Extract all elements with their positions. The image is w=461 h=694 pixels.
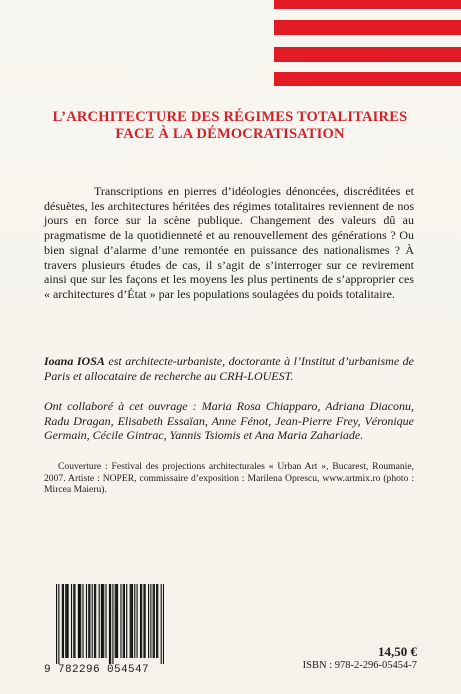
red-stripe bbox=[274, 20, 461, 35]
blurb-paragraph bbox=[44, 184, 414, 302]
book-title-line-1: L’ARCHITECTURE DES RÉGIMES TOTALITAIRES bbox=[52, 109, 408, 125]
barcode-digits: 9 782296 054547 bbox=[44, 664, 150, 676]
price: 14,50 € bbox=[378, 644, 417, 659]
author-name: Ioana IOSA bbox=[44, 354, 105, 368]
author-bio bbox=[44, 354, 414, 383]
red-stripes-decoration bbox=[274, 0, 461, 86]
barcode bbox=[44, 584, 164, 678]
book-title-line-2: FACE À LA DÉMOCRATISATION bbox=[115, 126, 345, 142]
cover-credit-text: Couverture : Festival des projections architecturales « Urban Art », Bucarest, Roumanie, 2007. Artiste : NOPER, commissaire d’exposition : Marilena Oprescu, www.artmix.ro (photo : Mircea Maieru). bbox=[44, 461, 414, 495]
red-stripe bbox=[274, 72, 461, 86]
barcode-bars bbox=[44, 584, 164, 664]
red-stripe bbox=[274, 47, 461, 62]
blurb-text: Transcriptions en pierres d’idéologies dénoncées, discréditées et désuètes, les architectures héritées des régimes totalitaires reviennent de nos jours en force sur la scène publique. Changement des valeurs dû au pragmatisme de la quotidienneté et au renouvellement des générations ? Ou bien signal d’alarme d’une remontée en puissance des nationalismes ? À travers plusieurs études de cas, il s’agit de s’interroger sur ce revirement ainsi que sur les façons et les moyens les plus pertinents de s’approprier ces « architectures d’État » par les populations soulagées du poids totalitaire. bbox=[44, 184, 414, 301]
collaborators-paragraph: Ont collaboré à cet ouvrage : Maria Rosa Chiapparo, Adriana Diaconu, Radu Dragan, Elisabeth Essaïan, Anne Fénot, Jean-Pierre Frey, Véronique Germain, Cécile Gintrac, Yannis Tsiomis et Ana Maria Zahariade. bbox=[44, 399, 414, 443]
cover-credit bbox=[44, 461, 414, 496]
red-stripe bbox=[274, 0, 461, 9]
isbn: ISBN : 978-2-296-05454-7 bbox=[302, 660, 417, 671]
author-bio-text: est architecte-urbaniste, doctorante à l’Institut d’urbanisme de Paris et allocataire de recherche au CRH-LOUEST. bbox=[44, 354, 414, 383]
